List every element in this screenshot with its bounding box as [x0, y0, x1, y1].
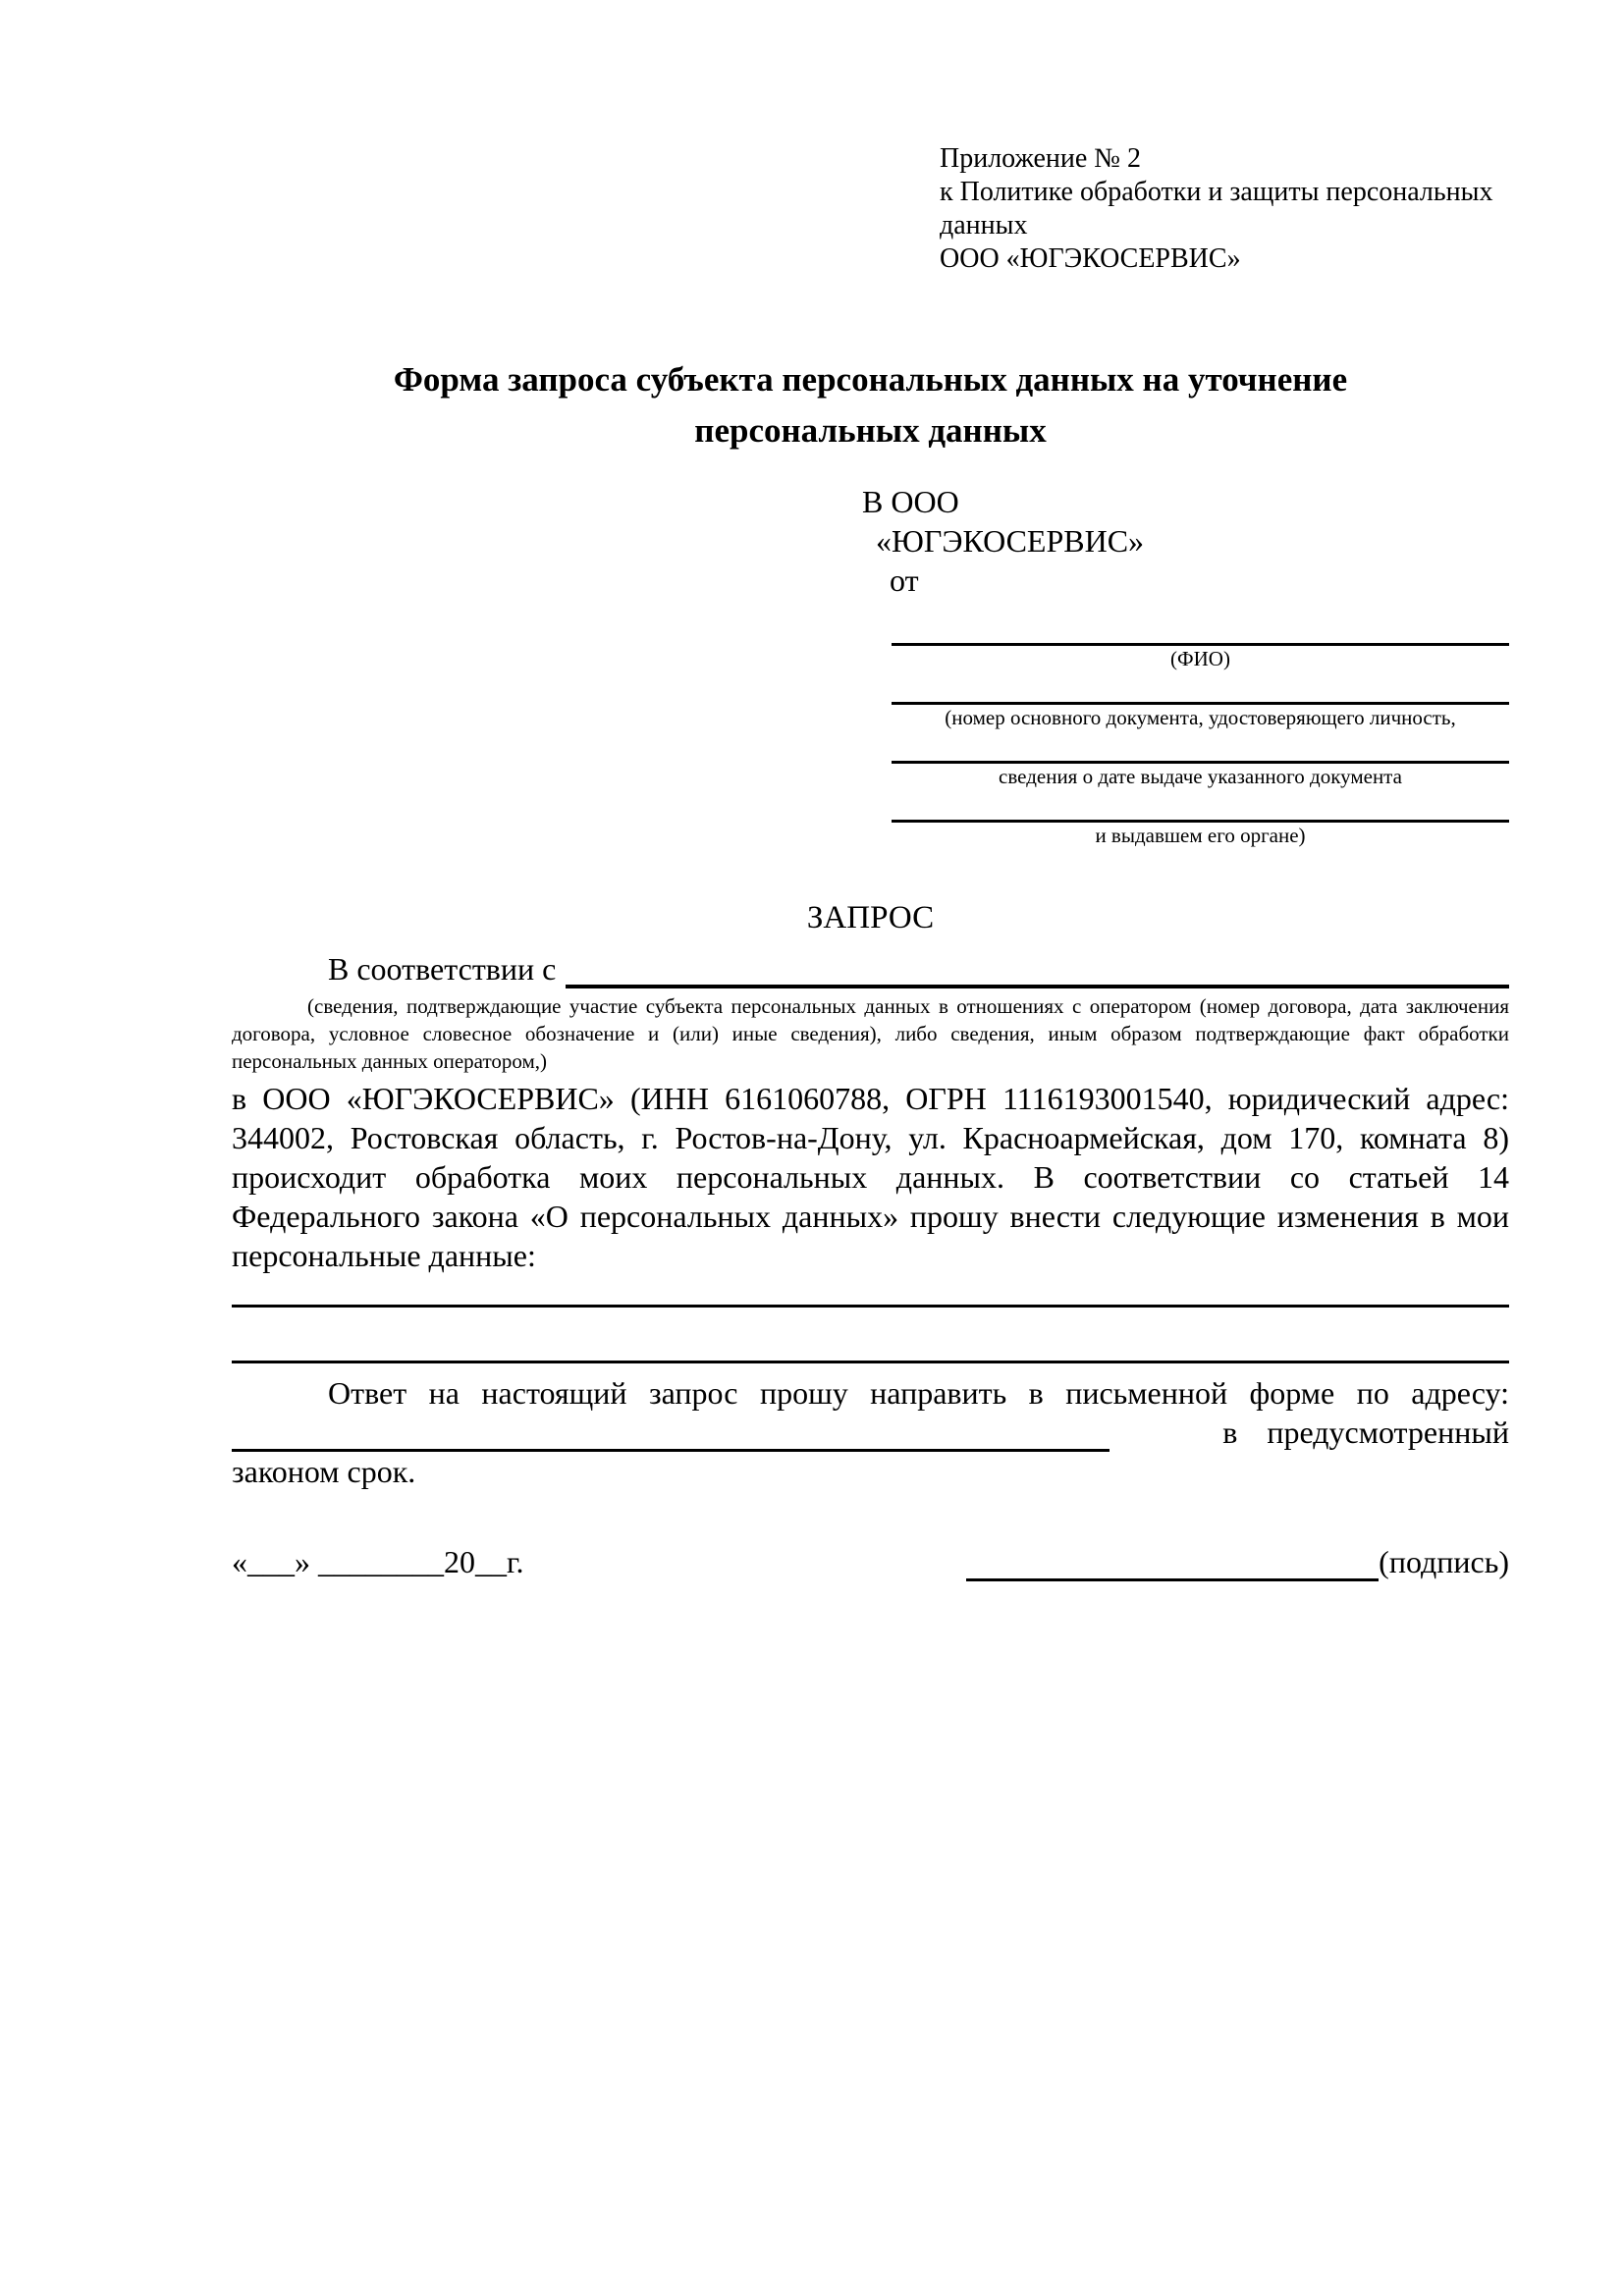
signature-row	[232, 1542, 1509, 1581]
issuing-authority-blank-line	[892, 790, 1509, 823]
addressee-to-line2: «ЮГЭКОСЕРВИС»	[876, 523, 1145, 559]
document-title	[232, 354, 1509, 456]
reply-term-text: законом срок.	[232, 1454, 416, 1489]
accordance-line	[232, 949, 1509, 988]
reply-address-suffix: в предусмотренный	[1222, 1415, 1509, 1450]
document-number-caption: (номер основного документа, удостоверяющего личность,	[945, 706, 1456, 729]
fio-blank-line	[892, 600, 1509, 646]
accordance-prefix: В соответствии с	[328, 951, 557, 987]
date-blank: «___» ________20__г.	[232, 1544, 524, 1579]
signature-blank-line	[966, 1545, 1379, 1581]
appendix-company-name: ООО «ЮГЭКОСЕРВИС»	[940, 243, 1241, 274]
addressee-from-label: от	[890, 562, 919, 598]
reply-address-blank-line	[232, 1415, 1110, 1452]
document-title-line1: Форма запроса субъекта персональных данных на уточнение	[393, 360, 1348, 399]
reply-address-line	[232, 1413, 1509, 1452]
changes-blank-line-1	[232, 1275, 1509, 1308]
request-heading: ЗАПРОС	[806, 900, 935, 935]
appendix-policy-reference: к Политике обработки и защиты персональных данных	[940, 177, 1493, 240]
issue-date-caption: сведения о дате выдаче указанного документа	[999, 765, 1402, 788]
accordance-blank-line	[566, 951, 1509, 988]
fio-caption: (ФИО)	[1170, 647, 1230, 670]
fio-field	[862, 600, 1509, 672]
document-number-blank-line	[892, 672, 1509, 705]
reply-address-sentence: Ответ на настоящий запрос прошу направить в письменной форме по адресу:	[328, 1375, 1509, 1411]
accordance-footnote: (сведения, подтверждающие участие субъекта персональных данных в отношениях с оператором (номер договора, дата заключения договора, условное словесное обозначение и (или) иные сведения), либо сведения, иным образом подтверждающие факт обработки персональных данных оператором,)	[232, 994, 1509, 1073]
issuing-authority-caption: и выдавшем его органе)	[1095, 824, 1306, 847]
addressee-to-line1: В ООО	[862, 484, 959, 519]
appendix-header	[940, 142, 1509, 276]
appendix-number: Приложение № 2	[940, 143, 1141, 174]
issue-date-blank-line	[892, 731, 1509, 764]
issuing-authority-field	[862, 790, 1509, 849]
signature-area	[966, 1542, 1509, 1581]
request-body-paragraph: в ООО «ЮГЭКОСЕРВИС» (ИНН 6161060788, ОГРН 1116193001540, юридический адрес: 344002, Ростовская область, г. Ростов-на-Дону, ул. Красноармейская, дом 170, комната 8) происходит обработка моих персональных данных. В соответствии со статьей 14 Федерального закона «О персональных данных» прошу внести следующие изменения в мои персональные данные:	[232, 1081, 1509, 1273]
document-number-field	[862, 672, 1509, 731]
signature-caption: (подпись)	[1379, 1544, 1509, 1579]
addressee-block	[862, 482, 1509, 849]
changes-blank-line-2	[232, 1308, 1509, 1363]
issue-date-field	[862, 731, 1509, 790]
document-title-line2: персональных данных	[694, 411, 1047, 450]
